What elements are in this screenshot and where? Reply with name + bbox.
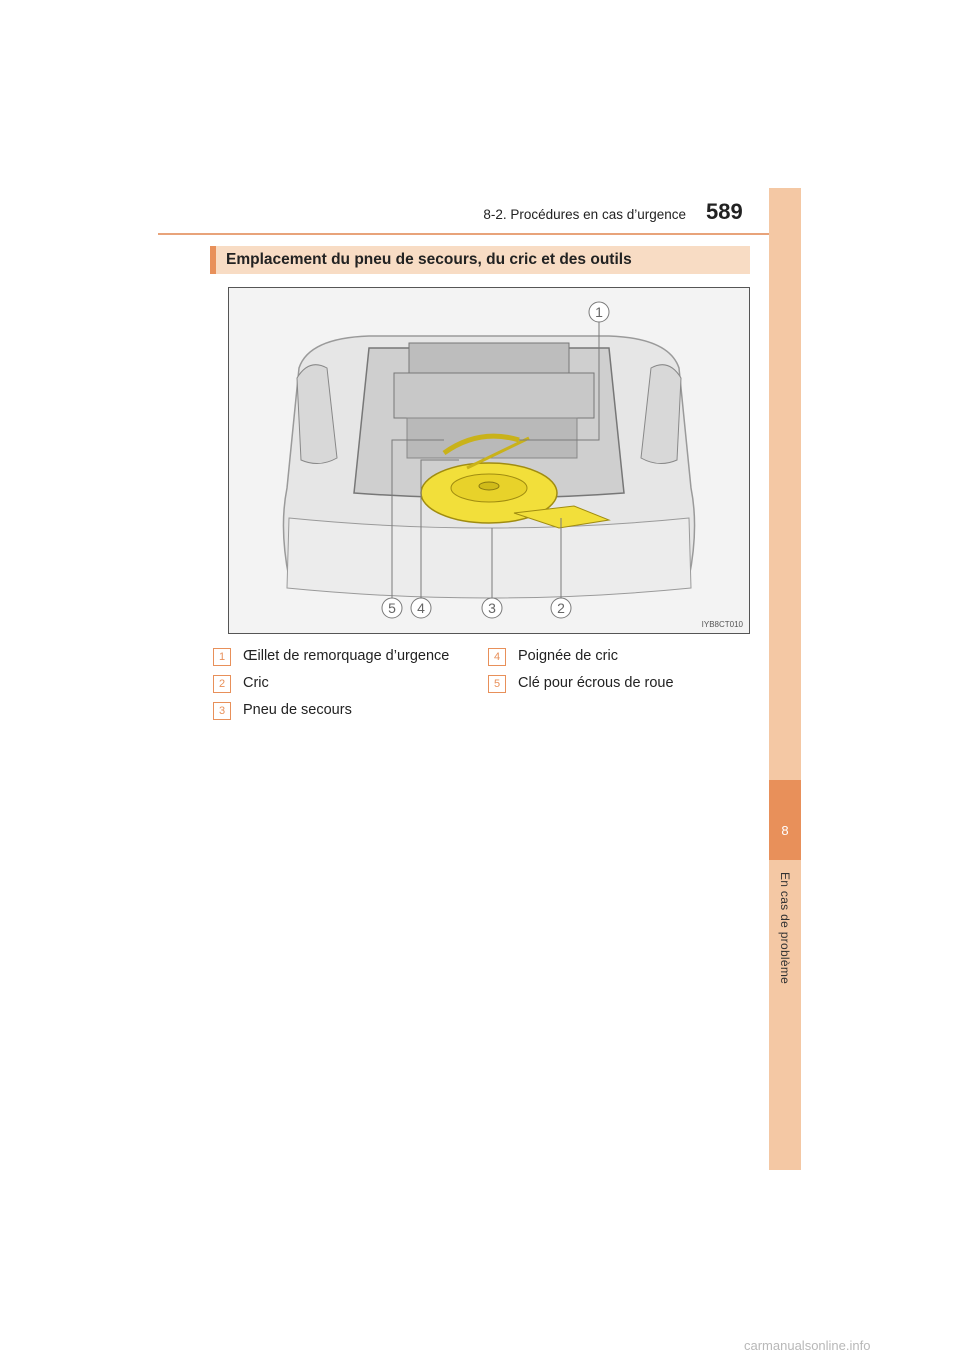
legend-text: Œillet de remorquage d’urgence — [243, 648, 450, 664]
legend-text: Pneu de secours — [243, 702, 352, 718]
legend-text: Cric — [243, 675, 269, 691]
section-heading — [210, 246, 750, 274]
callout-5: 5 — [388, 600, 396, 616]
chapter-side-tab — [769, 188, 801, 1170]
trunk-illustration — [228, 287, 750, 634]
chapter-number: 8 — [781, 823, 789, 838]
page-number: 589 — [706, 199, 743, 224]
callout-1: 1 — [595, 304, 603, 320]
legend-number: 2 — [213, 675, 231, 693]
running-header: 8-2. Procédures en cas d’urgence — [483, 207, 686, 222]
chapter-title: En cas de problème — [778, 872, 792, 985]
watermark-link[interactable]: carmanualsonline.info — [744, 1338, 871, 1353]
legend-number: 3 — [213, 702, 231, 720]
header-rule — [158, 233, 800, 235]
legend-number: 4 — [488, 648, 506, 666]
chapter-marker — [769, 780, 801, 860]
legend-number: 1 — [213, 648, 231, 666]
legend-number: 5 — [488, 675, 506, 693]
figure-code: IYB8CT010 — [701, 620, 743, 629]
car-rear-drawing — [229, 288, 749, 633]
callout-4: 4 — [417, 600, 425, 616]
legend-text: Poignée de cric — [518, 648, 618, 664]
legend-text: Clé pour écrous de roue — [518, 675, 674, 691]
section-title: Emplacement du pneu de secours, du cric et des outils — [226, 251, 632, 268]
callout-3: 3 — [488, 600, 496, 616]
callout-2: 2 — [557, 600, 565, 616]
